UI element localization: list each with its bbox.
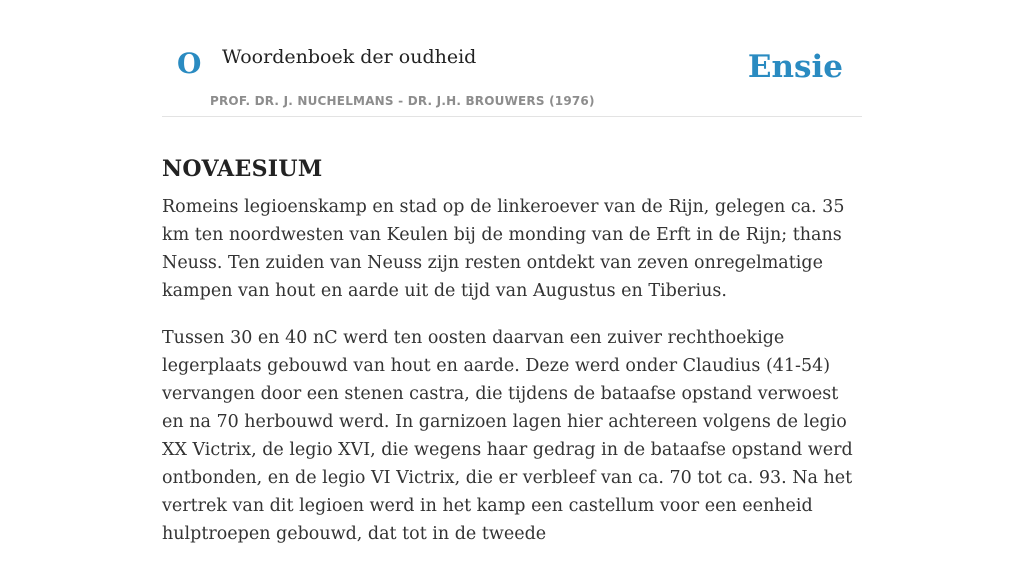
entry-paragraph: Romeins legioenskamp en stad op de linkeroever van de Rijn, gelegen ca. 35 km ten noordwesten van Keulen bij de monding van de Erft in de Rijn; thans Neuss. Ten zuiden van Neuss zijn resten ontdekt van zeven onregelmatige kampen van hout en aarde uit de tijd van Augustus en Tiberius. — [162, 197, 845, 301]
ensie-logo[interactable]: Ensie — [747, 49, 843, 85]
dictionary-header — [162, 0, 862, 117]
book-authors: PROF. DR. J. NUCHELMANS - DR. J.H. BROUWERS (1976) — [210, 94, 595, 108]
book-title[interactable]: Woordenboek der oudheid — [222, 46, 477, 68]
index-letter[interactable]: O — [177, 47, 202, 80]
entry-body — [162, 193, 864, 567]
entry-paragraph: Tussen 30 en 40 nC werd ten oosten daarvan een zuiver rechthoekige legerplaats gebouwd van hout en aarde. Deze werd onder Claudius (41-54) vervangen door een stenen castra, die tijdens de bataafse opstand verwoest en na 70 herbouwd werd. In garnizoen lagen hier achtereen volgens de legio XX Victrix, de legio XVI, die wegens haar gedrag in de bataafse opstand werd ontbonden, en de legio VI Victrix, die er verbleef van ca. 70 tot ca. 93. Na het vertrek van dit legioen werd in het kamp een castellum voor een eenheid hulptroepen gebouwd, dat tot in de tweede — [162, 328, 853, 544]
entry-title: NOVAESIUM — [162, 155, 323, 182]
